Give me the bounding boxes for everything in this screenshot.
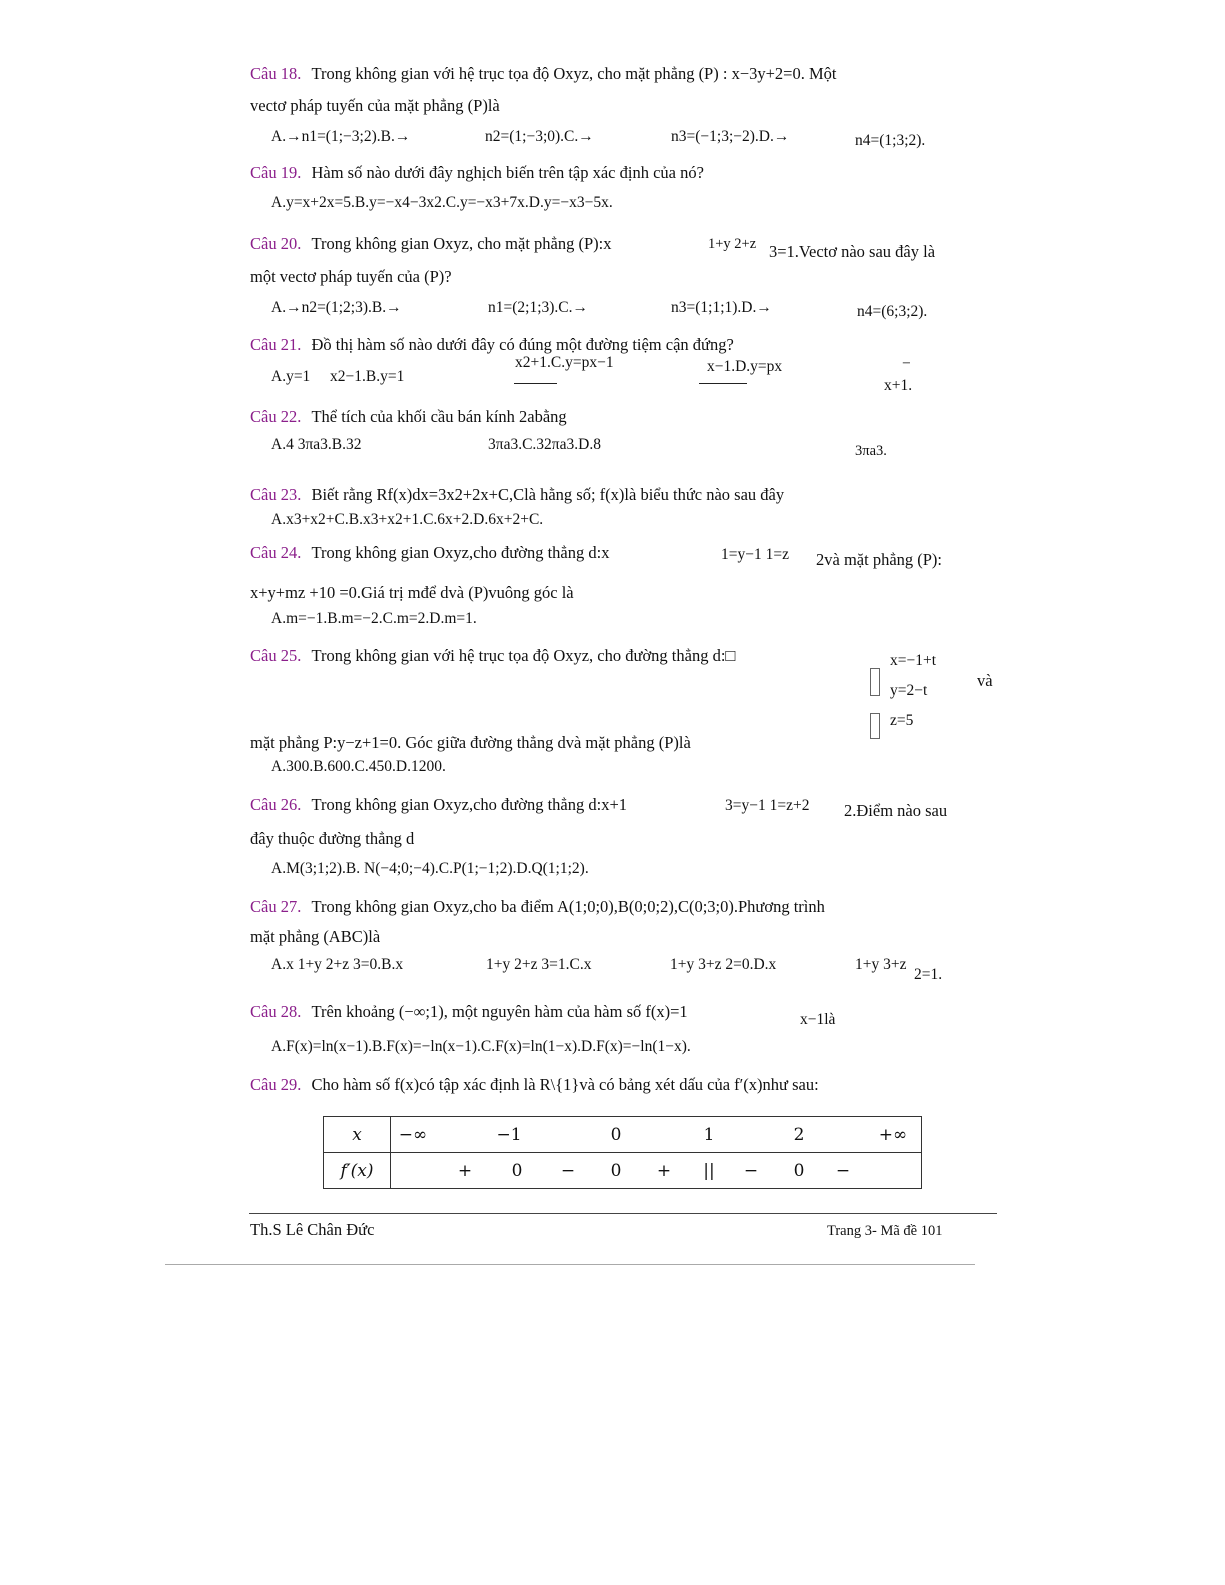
sign-mark: 0 — [610, 1160, 622, 1181]
q20-text-2: một vectơ pháp tuyến của (P)? — [250, 267, 452, 286]
sign-mark: + — [457, 1160, 473, 1181]
q27-text-2: mặt phẳng (ABC)là — [250, 927, 381, 946]
q28-tail: x−1là — [800, 1011, 836, 1028]
q20-tail: 3=1.Vectơ nào sau đây là — [769, 242, 936, 261]
sign-mark: + — [656, 1160, 672, 1181]
x-value: +∞ — [878, 1124, 908, 1145]
x-value: −∞ — [398, 1124, 428, 1145]
q28-options: A.F(x)=ln(x−1).B.F(x)=−ln(x−1).C.F(x)=ln(1−x).D.F(x)=−ln(1−x). — [271, 1038, 691, 1055]
q25-text: Trong không gian với hệ trục tọa độ Oxyz, cho đường thẳng d:□ — [311, 646, 736, 665]
x-value: 1 — [703, 1124, 715, 1145]
q18-text: Trong không gian với hệ trục tọa độ Oxyz, cho mặt phẳng (P) : x−3y+2=0. Một — [311, 64, 837, 83]
q20-option-b: n1=(2;1;3).C.→ — [488, 299, 589, 316]
q18-option-b: n2=(1;−3;0).C.→ — [485, 128, 594, 145]
q26-fraction: 3=y−1 1=z+2 — [725, 797, 810, 814]
q26-tail: 2.Điểm nào sau — [844, 801, 948, 820]
q20-text: Trong không gian Oxyz, cho mặt phẳng (P):x — [311, 234, 612, 253]
sign-table-x-label: x — [324, 1117, 391, 1153]
q20-number: Câu 20. — [250, 234, 302, 253]
sign-mark: − — [743, 1160, 759, 1181]
q27-option-d: 1+y 3+z — [855, 956, 907, 973]
q24-number: Câu 24. — [250, 543, 302, 562]
q25-text-2: mặt phẳng P:y−z+1=0. Góc giữa đường thẳng dvà mặt phẳng (P)là — [250, 733, 691, 752]
q21-text: Đồ thị hàm số nào dưới đây có đúng một đường tiệm cận đứng? — [311, 335, 734, 354]
q26-options: A.M(3;1;2).B. N(−4;0;−4).C.P(1;−1;2).D.Q(1;1;2). — [271, 860, 589, 877]
q21-stem — [250, 335, 734, 355]
q22-number: Câu 22. — [250, 407, 302, 426]
q21-fraction-bar-b — [514, 383, 557, 384]
q20-option-c: n3=(1;1;1).D.→ — [671, 299, 772, 316]
q18-option-a: A.→n1=(1;−3;2).B.→ — [271, 128, 411, 145]
q24-text-2: x+y+mz +10 =0.Giá trị mđể dvà (P)vuông góc là — [250, 583, 574, 602]
q23-stem — [250, 485, 784, 505]
q23-options: A.x3+x2+C.B.x3+x2+1.C.6x+2.D.6x+2+C. — [271, 511, 544, 528]
q25-options: A.300.B.600.C.450.D.1200. — [271, 758, 446, 775]
q25-brace-bottom — [870, 713, 880, 739]
q22-option-d: 3πa3. — [855, 443, 887, 459]
q18-stem — [250, 64, 837, 84]
q25-system-x: x=−1+t — [890, 652, 937, 669]
q23-text: Biết rằng Rf(x)dx=3x2+2x+C,Clà hằng số; f(x)là biểu thức nào sau đây — [311, 485, 785, 504]
q28-text: Trên khoảng (−∞;1), một nguyên hàm của hàm số f(x)=1 — [311, 1002, 688, 1021]
q22-text: Thể tích của khối cầu bán kính 2abằng — [311, 407, 567, 426]
q29-number: Câu 29. — [250, 1075, 302, 1094]
sign-mark: 0 — [793, 1160, 805, 1181]
x-value: −1 — [496, 1124, 522, 1145]
q25-va: và — [977, 671, 993, 690]
q21-number: Câu 21. — [250, 335, 302, 354]
q29-text: Cho hàm số f(x)có tập xác định là R\{1}và có bảng xét dấu của f′(x)như sau: — [311, 1075, 819, 1094]
q24-tail: 2và mặt phẳng (P): — [816, 550, 943, 569]
x-value: 2 — [793, 1124, 805, 1145]
footer-author: Th.S Lê Chân Đức — [250, 1220, 375, 1239]
q18-option-c: n3=(−1;3;−2).D.→ — [671, 128, 790, 145]
q29-stem — [250, 1075, 819, 1095]
sign-table-derivative-label: f′(x) — [324, 1153, 391, 1189]
q18-number: Câu 18. — [250, 64, 302, 83]
q27-text: Trong không gian Oxyz,cho ba điểm A(1;0;0),B(0;0;2),C(0;3;0).Phương trình — [311, 897, 825, 916]
q20-stem — [250, 234, 612, 254]
q20-option-a: A.→n2=(1;2;3).B.→ — [271, 299, 402, 316]
q26-number: Câu 26. — [250, 795, 302, 814]
q22-stem — [250, 407, 567, 427]
q21-option-a-denominator: x2−1.B.y=1 — [330, 368, 405, 385]
sign-mark: − — [835, 1160, 851, 1181]
q20-fraction: 1+y 2+z — [708, 236, 757, 252]
q25-brace-top — [870, 668, 880, 696]
footer-page: Trang 3- Mã đề 101 — [827, 1223, 943, 1239]
sign-table-row-derivative — [324, 1153, 922, 1189]
q26-stem — [250, 795, 627, 815]
q21-option-d: x+1. — [884, 377, 913, 394]
q25-stem — [250, 646, 735, 666]
q27-option-d-tail: 2=1. — [914, 966, 943, 983]
q25-system-z: z=5 — [890, 712, 914, 729]
q22-option-b: 3πa3.C.32πa3.D.8 — [488, 436, 601, 453]
q18-text-2: vectơ pháp tuyến của mặt phẳng (P)là — [250, 96, 500, 115]
q27-number: Câu 27. — [250, 897, 302, 916]
q26-text-2: đây thuộc đường thẳng d — [250, 829, 415, 848]
q24-stem — [250, 543, 609, 563]
q19-number: Câu 19. — [250, 163, 302, 182]
q21-fraction-bar-c — [699, 383, 747, 384]
page-bottom-rule — [165, 1264, 975, 1265]
q19-options: A.y=x+2x=5.B.y=−x4−3x2.C.y=−x3+7x.D.y=−x3−5x. — [271, 194, 613, 211]
sign-mark: 0 — [511, 1160, 523, 1181]
q24-text: Trong không gian Oxyz,cho đường thẳng d:x — [311, 543, 610, 562]
q27-stem — [250, 897, 825, 917]
q19-text: Hàm số nào dưới đây nghịch biến trên tập xác định của nó? — [311, 163, 704, 182]
q27-option-b: 1+y 2+z 3=1.C.x — [486, 956, 592, 973]
sign-table-sign-cells — [391, 1153, 922, 1189]
q25-system-y: y=2−t — [890, 682, 928, 699]
q27-option-c: 1+y 3+z 2=0.D.x — [670, 956, 777, 973]
sign-mark: || — [703, 1160, 715, 1181]
x-value: 0 — [610, 1124, 622, 1145]
q22-option-a: A.4 3πa3.B.32 — [271, 436, 362, 453]
q25-number: Câu 25. — [250, 646, 302, 665]
sign-mark: − — [560, 1160, 576, 1181]
q21-option-d-top: − — [902, 355, 911, 372]
sign-table — [323, 1116, 922, 1189]
q24-fraction: 1=y−1 1=z — [721, 546, 789, 563]
q24-options: A.m=−1.B.m=−2.C.m=2.D.m=1. — [271, 610, 477, 627]
q20-option-d: n4=(6;3;2). — [857, 303, 928, 320]
q26-text: Trong không gian Oxyz,cho đường thẳng d:x+1 — [311, 795, 628, 814]
q28-number: Câu 28. — [250, 1002, 302, 1021]
sign-table-row-x — [324, 1117, 922, 1153]
q23-number: Câu 23. — [250, 485, 302, 504]
q21-option-a: A.y=1 — [271, 368, 311, 385]
q19-stem — [250, 163, 704, 183]
q21-option-c: x−1.D.y=px — [707, 358, 783, 375]
q27-option-a: A.x 1+y 2+z 3=0.B.x — [271, 956, 404, 973]
footer-rule — [249, 1213, 997, 1214]
q21-option-b: x2+1.C.y=px−1 — [515, 354, 614, 371]
q28-stem — [250, 1002, 688, 1022]
sign-table-x-cells — [391, 1117, 922, 1153]
q18-option-d: n4=(1;3;2). — [855, 132, 926, 149]
